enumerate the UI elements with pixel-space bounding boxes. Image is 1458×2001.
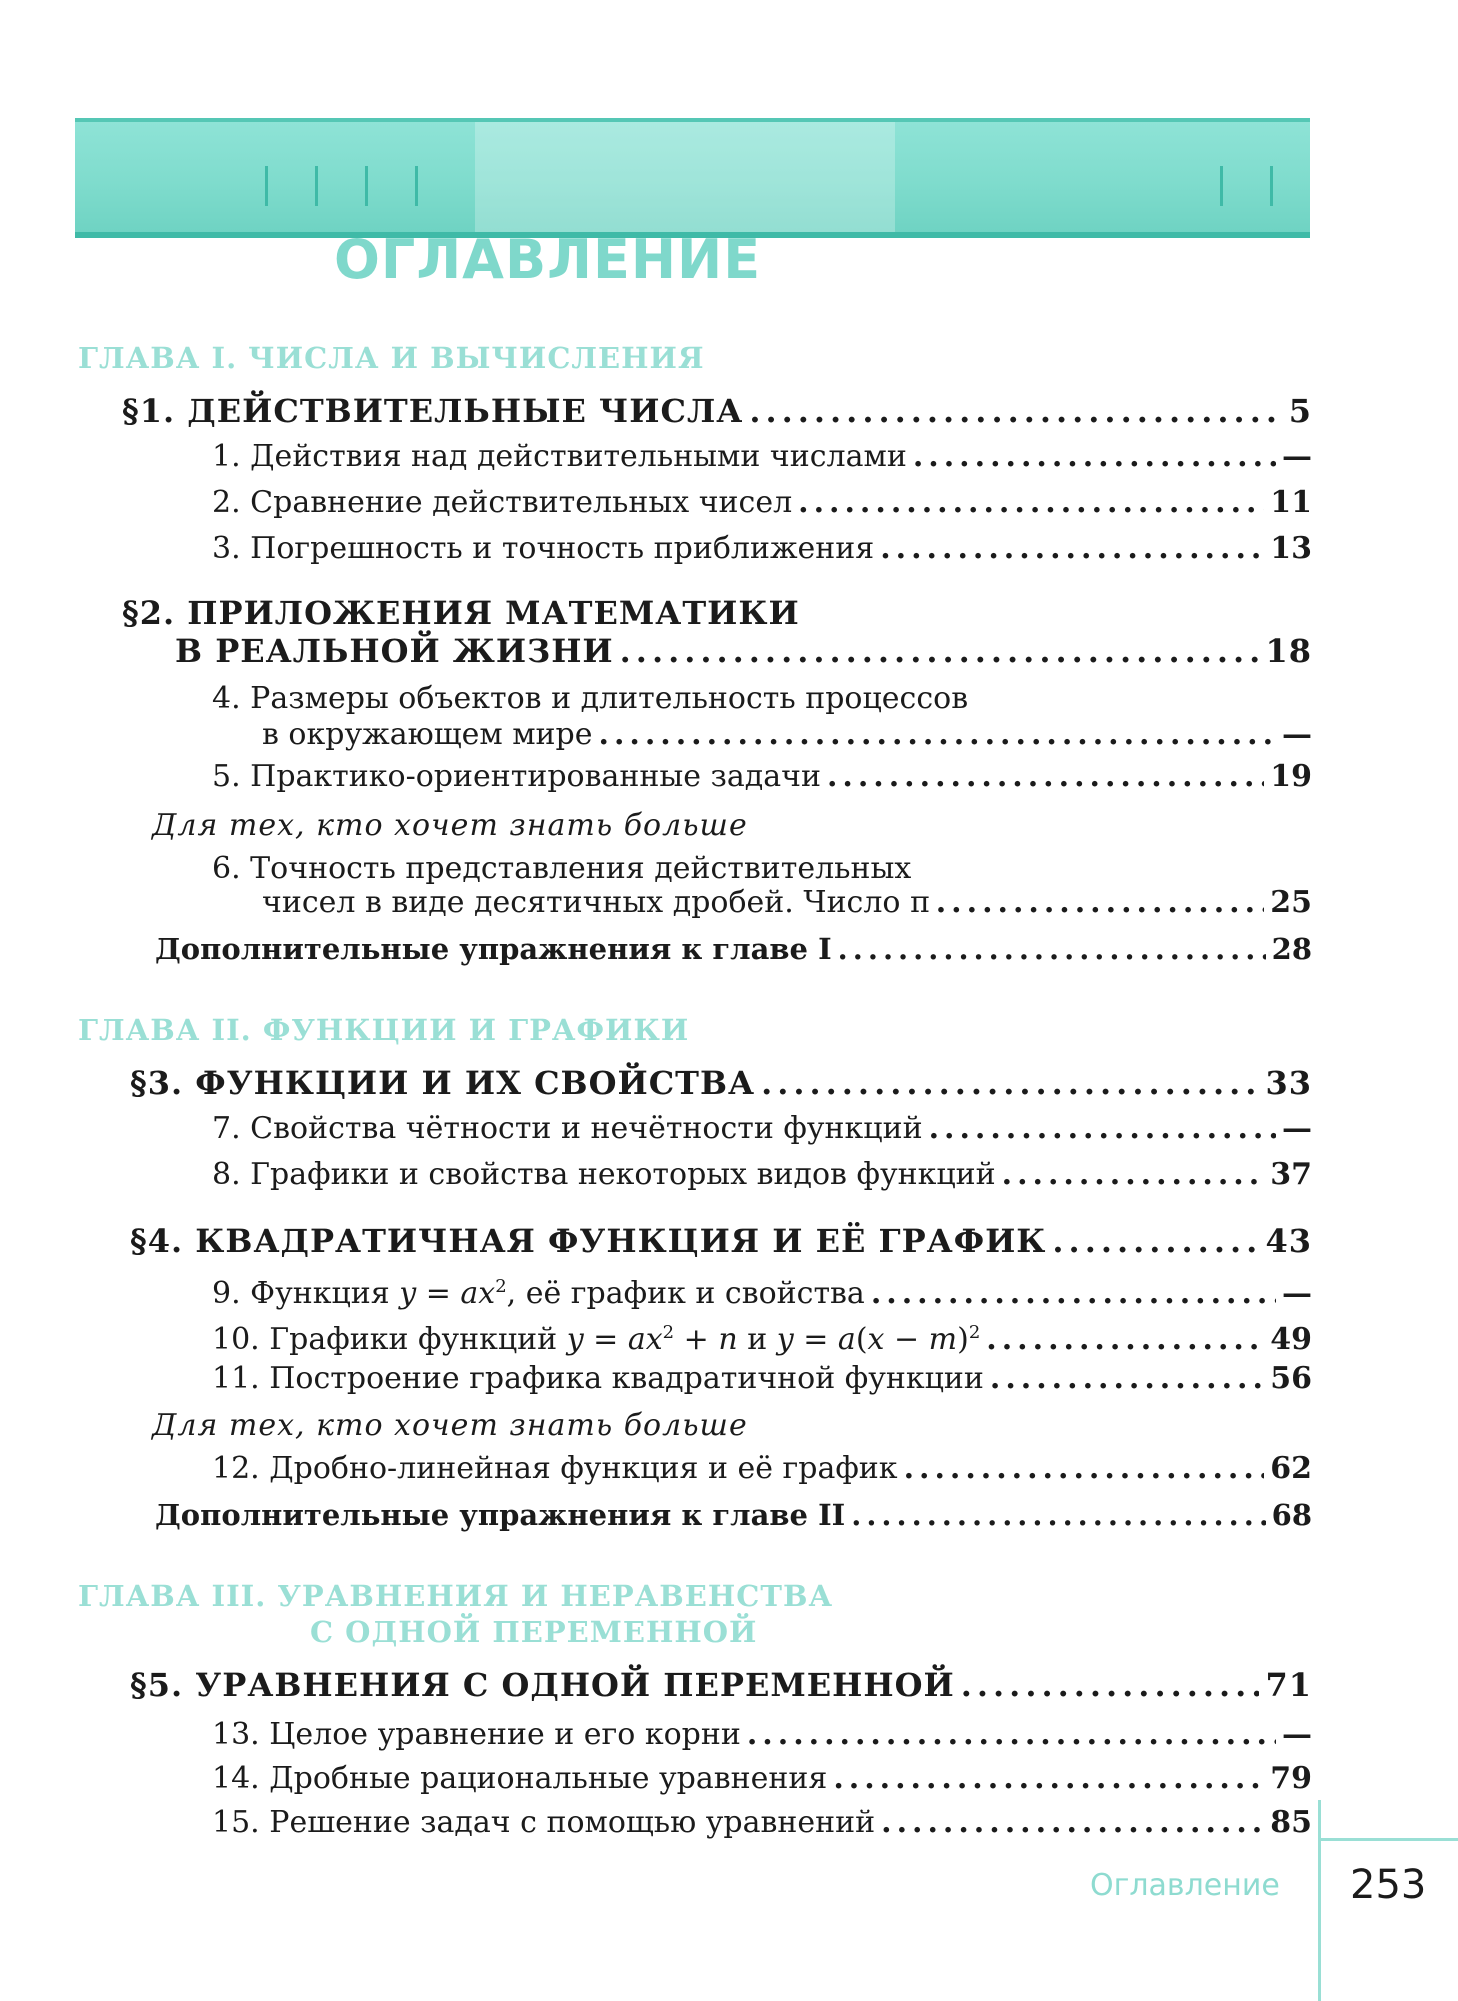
chapter-heading: ГЛАВА I. ЧИСЛА И ВЫЧИСЛЕНИЯ — [78, 341, 705, 375]
band-tick — [315, 166, 318, 206]
entry-page: 37 — [1270, 1157, 1312, 1192]
entry-title: КВАДРАТИЧНАЯ ФУНКЦИЯ И ЕЁ ГРАФИК — [195, 1222, 1047, 1260]
entry-number: 8. — [212, 1157, 241, 1192]
entry-title: В РЕАЛЬНОЙ ЖИЗНИ — [175, 632, 614, 670]
dot-leader — [904, 1450, 1265, 1488]
dot-leader — [851, 1496, 1265, 1534]
toc-entry-p3[interactable] — [130, 1064, 1312, 1102]
toc-entry-15[interactable] — [212, 1804, 1312, 1842]
toc-entry-5[interactable] — [212, 758, 1312, 796]
toc-entry-extra1[interactable] — [155, 930, 1312, 968]
toc-entry-8[interactable] — [212, 1156, 1312, 1194]
entry-title: Сравнение действительных чисел — [250, 485, 793, 520]
dot-leader — [986, 1321, 1264, 1359]
band-tick — [265, 166, 268, 206]
entry-number: 13. — [212, 1717, 260, 1752]
entry-title: в окружающем мире — [262, 717, 593, 752]
entry-title: Построение графика квадратичной функции — [269, 1361, 984, 1396]
dot-leader — [913, 438, 1276, 476]
toc-entry-4-line1[interactable] — [212, 680, 968, 718]
entry-page: 56 — [1270, 1361, 1312, 1396]
entry-title: Графики и свойства некоторых видов функций — [250, 1157, 996, 1192]
dot-leader — [880, 530, 1264, 568]
band-highlight — [475, 122, 895, 232]
chapter-heading: ГЛАВА III. УРАВНЕНИЯ И НЕРАВЕНСТВА — [78, 1579, 834, 1613]
toc-entry-p1[interactable] — [122, 392, 1312, 430]
entry-title: Свойства чётности и нечётности функций — [250, 1111, 923, 1146]
entry-page: 28 — [1271, 932, 1312, 966]
toc-entry-6-line1[interactable] — [212, 850, 911, 888]
entry-page: 18 — [1265, 632, 1312, 670]
entry-number: 5. — [212, 759, 241, 794]
entry-page: 68 — [1271, 1498, 1312, 1532]
chapter-heading: ГЛАВА II. ФУНКЦИИ И ГРАФИКИ — [78, 1013, 690, 1047]
entry-number: 6. — [212, 851, 241, 886]
entry-title: Графики функций $y = ax^2 + n$ и $y = a(x - m)^2$ — [269, 1322, 981, 1357]
entry-title: УРАВНЕНИЯ С ОДНОЙ ПЕРЕМЕННОЙ — [195, 1666, 955, 1704]
dot-leader — [833, 1760, 1264, 1798]
entry-title: Дробные рациональные уравнения — [269, 1761, 828, 1796]
toc-entry-4[interactable] — [262, 716, 1312, 754]
toc-entry-9[interactable] — [212, 1268, 1312, 1313]
toc-entry-p4[interactable] — [130, 1222, 1312, 1260]
entry-title: Целое уравнение и его корни — [269, 1717, 741, 1752]
entry-title: Дробно-линейная функция и её график — [269, 1451, 898, 1486]
entry-page: 5 — [1288, 392, 1312, 430]
dot-leader — [1002, 1156, 1265, 1194]
entry-page: — — [1282, 1276, 1312, 1311]
entry-number: 9. — [212, 1276, 241, 1311]
entry-number: 4. — [212, 681, 241, 716]
entry-page: — — [1282, 717, 1312, 752]
toc-entry-1[interactable] — [212, 438, 1312, 476]
entry-number: 1. — [212, 439, 241, 474]
entry-page: 71 — [1265, 1666, 1312, 1704]
dot-leader — [620, 632, 1260, 670]
entry-title: Точность представления действительных — [250, 851, 912, 886]
running-footer: Оглавление — [1090, 1868, 1280, 1903]
band-tick — [365, 166, 368, 206]
entry-page: 33 — [1265, 1064, 1312, 1102]
entry-number: 10. — [212, 1322, 260, 1357]
entry-title: ФУНКЦИИ И ИХ СВОЙСТВА — [195, 1064, 756, 1102]
dot-leader — [990, 1360, 1264, 1398]
dot-leader — [798, 484, 1264, 522]
band-tick — [1270, 166, 1273, 206]
dot-leader — [747, 1716, 1276, 1754]
entry-title: Дополнительные упражнения к главе I — [155, 932, 832, 966]
toc-entry-6[interactable] — [262, 884, 1312, 922]
entry-number: §4. — [130, 1222, 184, 1260]
dot-leader — [761, 1064, 1259, 1102]
entry-number: 15. — [212, 1805, 260, 1840]
entry-page: 43 — [1265, 1222, 1312, 1260]
toc-entry-3[interactable] — [212, 530, 1312, 568]
optional-section-label: Для тех, кто хочет знать больше — [152, 1408, 748, 1443]
dot-leader — [936, 884, 1265, 922]
entry-page: — — [1282, 439, 1312, 474]
entry-title: Погрешность и точность приближения — [250, 531, 875, 566]
dot-leader — [961, 1666, 1260, 1704]
optional-section-label: Для тех, кто хочет знать больше — [152, 808, 748, 843]
page-number: 253 — [1350, 1862, 1427, 1908]
entry-title: ПРИЛОЖЕНИЯ МАТЕМАТИКИ — [187, 594, 800, 632]
entry-title: Функция $y = ax^2$, её график и свойства — [250, 1276, 865, 1311]
band-tick — [1220, 166, 1223, 206]
toc-entry-10[interactable] — [212, 1314, 1312, 1359]
entry-title: Решение задач с помощью уравнений — [269, 1805, 876, 1840]
entry-number: 11. — [212, 1361, 260, 1396]
entry-number: §3. — [130, 1064, 184, 1102]
dot-leader — [838, 930, 1266, 968]
entry-number: 2. — [212, 485, 241, 520]
toc-entry-7[interactable] — [212, 1110, 1312, 1148]
page-title: ОГЛАВЛЕНИЕ — [334, 228, 762, 291]
toc-entry-p2-line1[interactable] — [122, 594, 800, 632]
entry-page: 49 — [1270, 1322, 1312, 1357]
entry-number: §1. — [122, 392, 176, 430]
toc-entry-p2[interactable] — [175, 632, 1312, 670]
entry-title: Действия над действительными числами — [250, 439, 907, 474]
toc-entry-2[interactable] — [212, 484, 1312, 522]
toc-entry-13[interactable] — [212, 1716, 1312, 1754]
toc-entry-p5[interactable] — [130, 1666, 1312, 1704]
entry-title: Практико-ориентированные задачи — [250, 759, 821, 794]
dot-leader — [599, 716, 1277, 754]
dot-leader — [929, 1110, 1276, 1148]
entry-page: — — [1282, 1717, 1312, 1752]
chapter-heading-line2: С ОДНОЙ ПЕРЕМЕННОЙ — [310, 1615, 758, 1649]
band-tick — [415, 166, 418, 206]
entry-title: Размеры объектов и длительность процессов — [250, 681, 969, 716]
toc-entry-12[interactable] — [212, 1450, 1312, 1488]
dot-leader — [881, 1804, 1264, 1842]
entry-page: 19 — [1270, 759, 1312, 794]
toc-entry-14[interactable] — [212, 1760, 1312, 1798]
entry-title: ДЕЙСТВИТЕЛЬНЫЕ ЧИСЛА — [187, 392, 744, 430]
entry-page: 13 — [1270, 531, 1312, 566]
dot-leader — [871, 1275, 1276, 1313]
entry-page: 11 — [1270, 485, 1312, 520]
header-band — [75, 118, 1310, 238]
entry-page: — — [1282, 1111, 1312, 1146]
entry-number: 14. — [212, 1761, 260, 1796]
entry-number: 3. — [212, 531, 241, 566]
page-corner-line — [1318, 1800, 1321, 1838]
toc-entry-extra2[interactable] — [155, 1496, 1312, 1534]
entry-title: Дополнительные упражнения к главе II — [155, 1498, 846, 1532]
entry-number: §2. — [122, 594, 176, 632]
entry-page: 79 — [1270, 1761, 1312, 1796]
entry-page: 85 — [1270, 1805, 1312, 1840]
dot-leader — [1052, 1222, 1259, 1260]
entry-number: 7. — [212, 1111, 241, 1146]
entry-page: 62 — [1270, 1451, 1312, 1486]
entry-number: 12. — [212, 1451, 260, 1486]
entry-title: чисел в виде десятичных дробей. Число π — [262, 885, 930, 920]
entry-page: 25 — [1270, 885, 1312, 920]
entry-number: §5. — [130, 1666, 184, 1704]
dot-leader — [749, 392, 1282, 430]
toc-entry-11[interactable] — [212, 1360, 1312, 1398]
dot-leader — [827, 758, 1264, 796]
